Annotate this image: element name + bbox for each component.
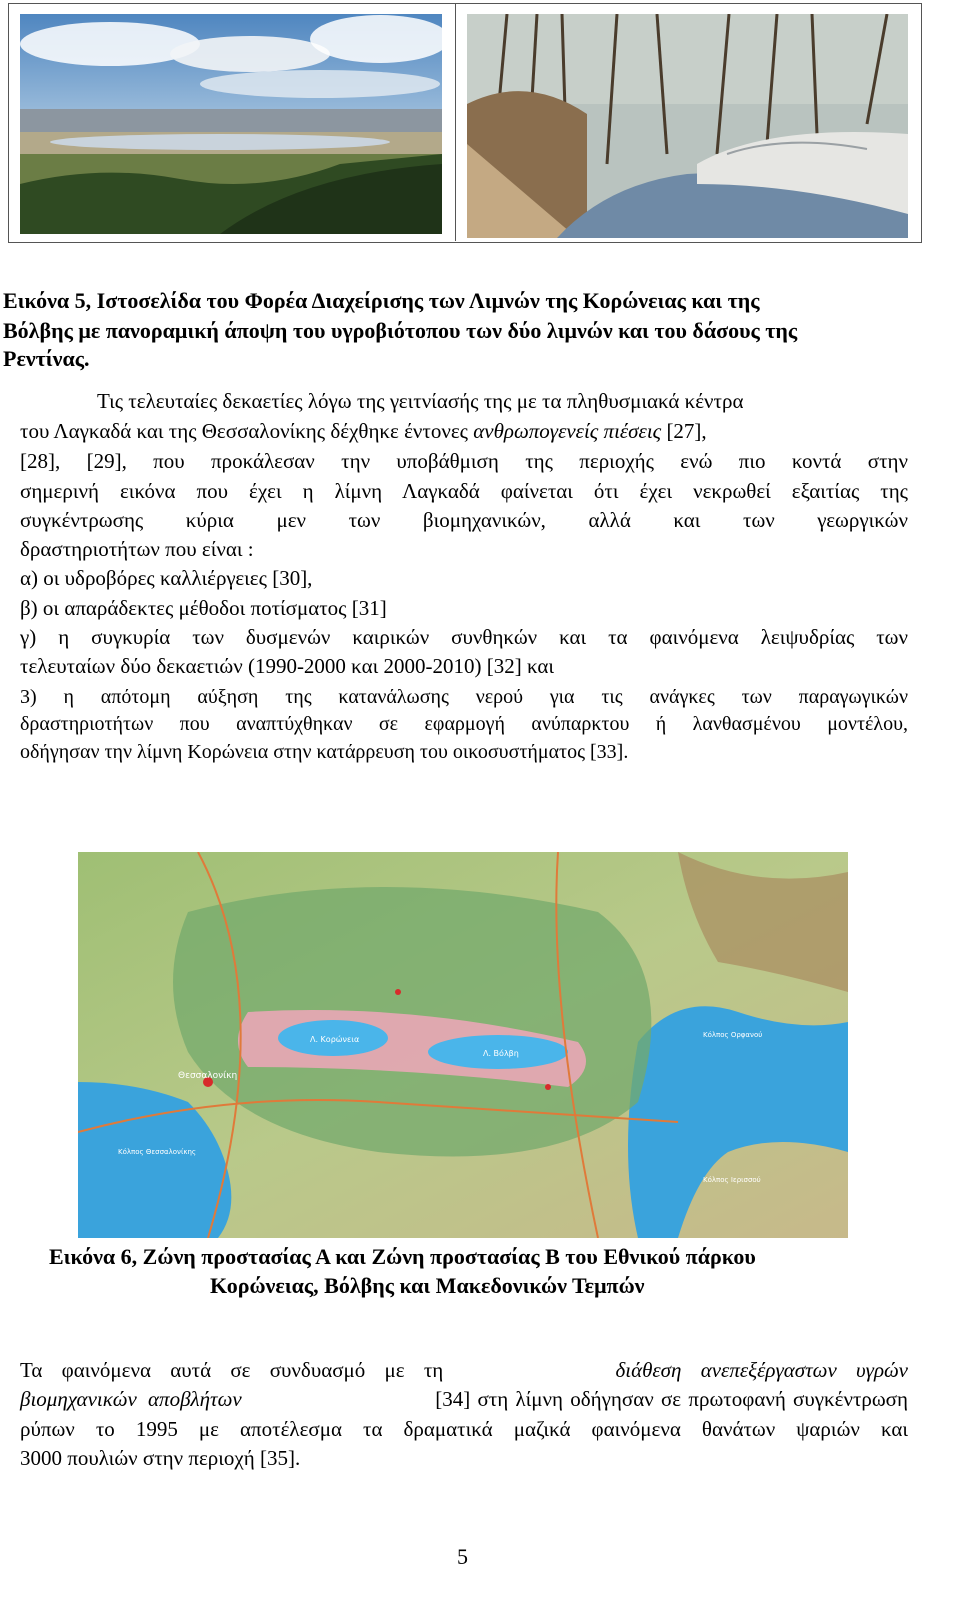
text-line: α) οι υδροβόρες καλλιέργειες [30], [20, 566, 313, 590]
text-fragment: Τα φαινόμενα αυτά σε συνδυασμό με τη [20, 1358, 444, 1382]
text-line: 3000 πουλιών στην περιοχή [35]. [20, 1446, 301, 1470]
caption-line: Εικόνα 6, Ζώνη προστασίας Α και Ζώνη προστασίας Β του Εθνικού πάρκου [49, 1244, 756, 1269]
text-fragment: [34] στη λίμνη οδήγησαν σε πρωτοφανή συγκέντρωση [435, 1387, 908, 1411]
text-line: σημερινή εικόνα που έχει η λίμνη Λαγκαδά φαίνεται ότι έχει νεκρωθεί εξαιτίας της [20, 479, 908, 503]
text-fragment: [27], [666, 419, 707, 443]
text-line: ρύπων το 1995 με αποτέλεσμα τα δραματικά μαζικά φαινόμενα θανάτων ψαριών και [20, 1417, 908, 1441]
text-line: β) οι απαράδεκτες μέθοδοι ποτίσματος [31] [20, 596, 387, 620]
text-line: τελευταίων δύο δεκαετιών (1990-2000 και 2000-2010) [32] και [20, 654, 555, 678]
text-line: δραστηριοτήτων που είναι : [20, 537, 254, 561]
rentina-river-photo [467, 14, 908, 238]
emphasis-text: διάθεση ανεπεξέργαστων υγρών [615, 1358, 908, 1382]
map-label: Κόλπος Ορφανού [703, 1031, 763, 1039]
map-label: Κόλπος Θεσσαλονίκης [118, 1148, 197, 1156]
text-line [20, 1384, 908, 1414]
text-line: 3) η απότομη αύξηση της κατανάλωσης νερού για τις ανάγκες των παραγωγικών [20, 686, 908, 708]
caption-line: Κορώνειας, Βόλβης και Μακεδονικών Τεμπών [210, 1273, 645, 1298]
national-park-zones-map [78, 852, 848, 1238]
caption-line: Εικόνα 5, Ιστοσελίδα του Φορέα Διαχείρισης των Λιμνών της Κορώνειας και της [3, 288, 760, 313]
text-line: Τις τελευταίες δεκαετίες λόγω της γειτνίασής της με τα πληθυσμιακά κέντρα [97, 389, 744, 413]
text-fragment: του Λαγκαδά και της Θεσσαλονίκης δέχθηκε έντονες [20, 419, 468, 443]
text-line: οδήγησαν την λίμνη Κορώνεια στην κατάρρευση του οικοσυστήματος [33]. [20, 741, 629, 763]
map-label: Κόλπος Ιερισσού [703, 1176, 761, 1184]
caption-line: Ρεντίνας. [3, 346, 90, 371]
emphasis-text: ανθρωπογενείς πιέσεις [473, 419, 662, 443]
panorama-lakes-photo [20, 14, 442, 234]
map-label: Λ. Κορώνεια [310, 1035, 360, 1044]
text-line: δραστηριοτήτων που αναπτύχθηκαν σε εφαρμογή ανύπαρκτου ή λανθασμένου μοντέλου, [20, 713, 908, 735]
text-line: γ) η συγκυρία των δυσμενών καιρικών συνθηκών και τα φαινόμενα λειψυδρίας των [20, 625, 908, 649]
figure5-divider [455, 3, 456, 241]
caption-line: Βόλβης με πανοραμική άποψη του υγροβιότοπου των δύο λιμνών και του δάσους της [3, 318, 798, 343]
emphasis-text: βιομηχανικών αποβλήτων [20, 1387, 242, 1411]
text-line [20, 1355, 908, 1385]
text-line [20, 416, 908, 446]
text-line: [28], [29], που προκάλεσαν την υποβάθμιση της περιοχής ενώ πιο κοντά στην [20, 449, 908, 473]
map-label: Λ. Βόλβη [483, 1049, 519, 1058]
text-line: συγκέντρωσης κύρια μεν των βιομηχανικών, αλλά και των γεωργικών [20, 508, 908, 532]
map-label: Θεσσαλονίκη [178, 1071, 238, 1081]
page-number: 5 [457, 1544, 468, 1569]
